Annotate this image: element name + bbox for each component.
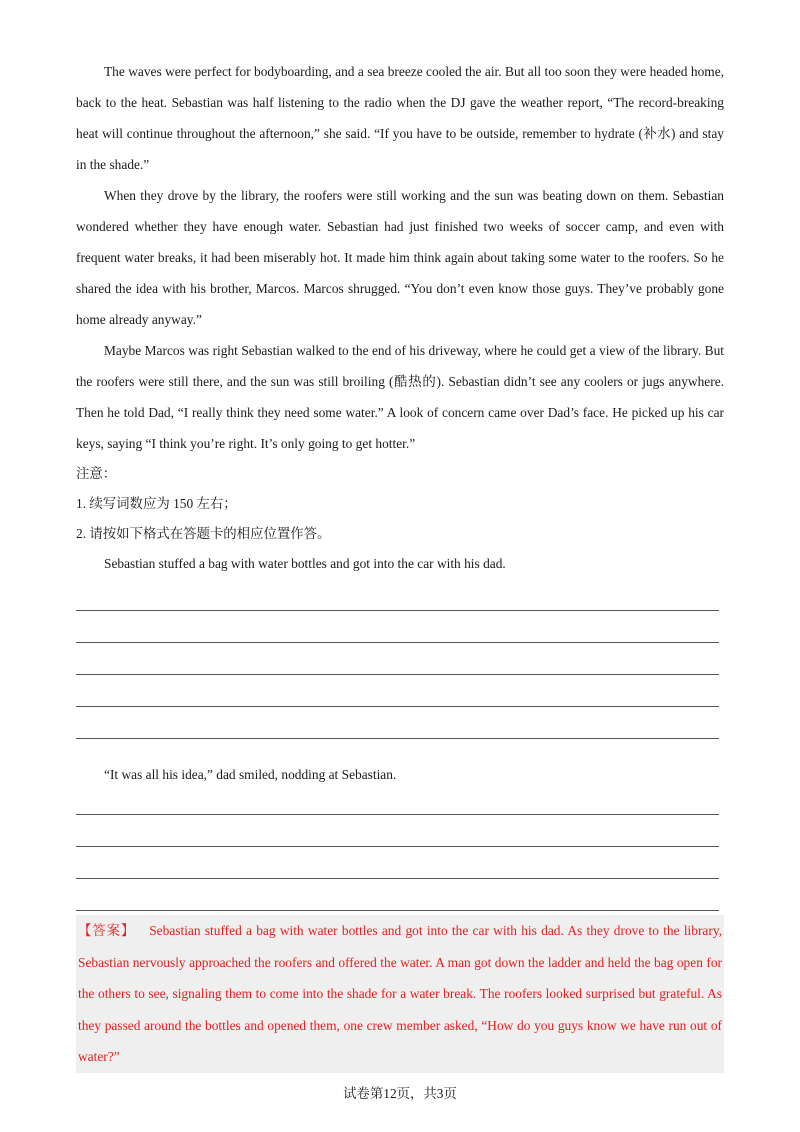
passage-paragraph-1: The waves were perfect for bodyboarding, and a sea breeze cooled the air. But all too soon they were headed home, back to the heat. Sebastian was half listening to the radio when the DJ gave the weather report, “The record-breaking heat will continue throughout the afternoon,” she said. “If you have to be outside, remember to hydrate (补水) and stay in the shade.” [76, 64, 724, 172]
answer-text [76, 915, 724, 1073]
writing-line [76, 579, 719, 611]
note-item-2: 2. 请按如下格式在答题卡的相应位置作答。 [76, 526, 331, 541]
note-item-1: 1. 续写词数应为 150 左右； [76, 496, 237, 511]
notes-heading: 注意： [76, 466, 117, 481]
writing-lines-1 [76, 579, 724, 739]
continuation-prompt-1: Sebastian stuffed a bag with water bottles and got into the car with his dad. [104, 556, 506, 571]
writing-line [76, 790, 719, 815]
document-body [76, 56, 724, 943]
answer-section [76, 915, 724, 1073]
writing-line [76, 707, 719, 739]
answer-tag: 【答案】 [78, 923, 136, 938]
writing-line [76, 643, 719, 675]
passage-paragraph-2: When they drove by the library, the roofers were still working and the sun was beating down on them. Sebastian wondered whether they have enough water. Sebastian had just finished two weeks of soccer camp, and even with frequent water breaks, it had been miserably hot. It made him think again about taking some water to the roofers. So he shared the idea with his brother, Marcos. Marcos shrugged. “You don’t even know those guys. They’ve probably gone home already anyway.” [76, 188, 724, 327]
spacer [76, 739, 724, 760]
passage-paragraph-3: Maybe Marcos was right Sebastian walked to the end of his driveway, where he could get a view of the library. But the roofers were still there, and the sun was still broiling (酷热的). Sebastian didn’t see any coolers or jugs anywhere. Then he told Dad, “I really think they need some water.” A look of concern came over Dad’s face. He picked up his car keys, saying “I think you’re right. It’s only going to get hotter.” [76, 343, 724, 451]
continuation-prompt-2: “It was all his idea,” dad smiled, nodding at Sebastian. [104, 767, 397, 782]
writing-line [76, 879, 719, 911]
writing-line [76, 815, 719, 847]
answer-body: Sebastian stuffed a bag with water bottles and got into the car with his dad. As they drove to the library, Sebastian nervously approached the roofers and offered the water. A man got down the ladder and held the bag open for the others to see, signaling them to come into the shade for a water break. The roofers looked surprised but grateful. As they passed around the bottles and opened them, one crew member asked, “How do you guys know we have run out of water?” [78, 923, 723, 1064]
writing-line [76, 611, 719, 643]
writing-line [76, 675, 719, 707]
writing-line [76, 847, 719, 879]
page-footer: 试卷第12页，共3页 [343, 1086, 457, 1101]
